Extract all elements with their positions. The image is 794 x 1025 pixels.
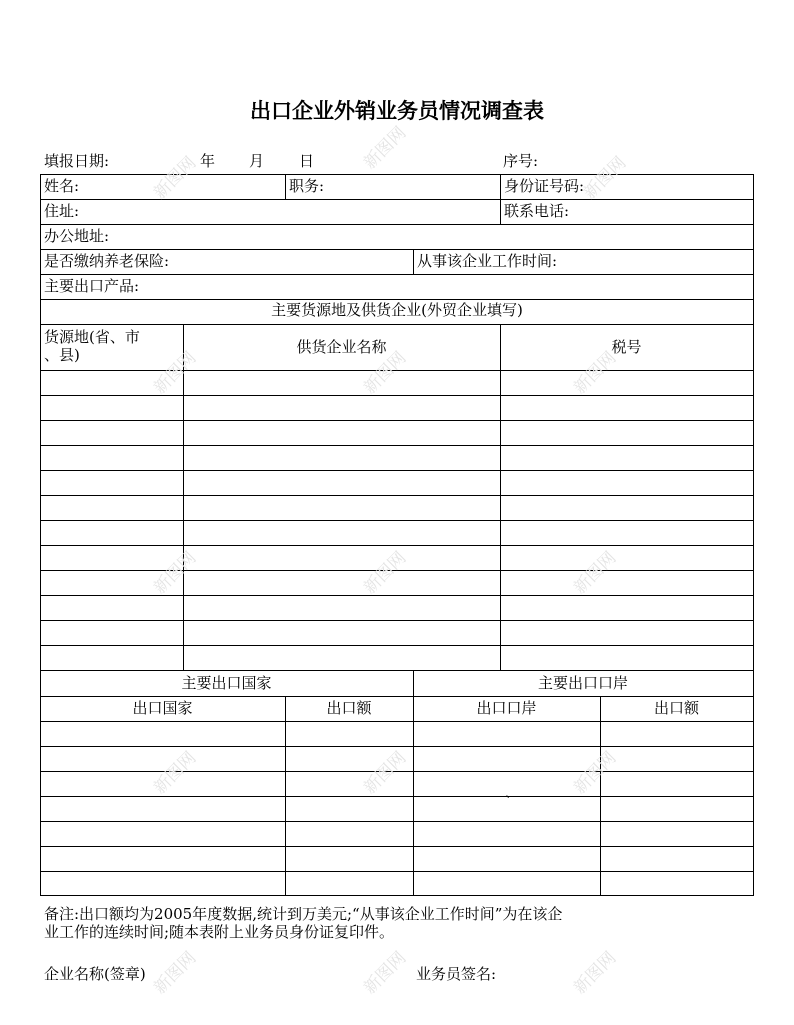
watermark-text: 新图网 (150, 948, 201, 999)
table-border-top (40, 174, 754, 175)
watermark-text: 新图网 (360, 123, 411, 174)
watermark-text: 新图网 (360, 548, 411, 599)
row-divider (40, 871, 754, 872)
watermark-text: 新图网 (580, 153, 631, 204)
salesperson-signature-label: 业务员签名: (416, 965, 497, 983)
office-address-label: 办公地址: (44, 227, 110, 245)
watermark-text: 新图网 (360, 748, 411, 799)
notes-line-1: 备注:出口额均为2005年度数据,统计到万美元;“从事该企业工作时间”为在该企 (44, 905, 563, 923)
row-divider (40, 470, 754, 471)
col-header-port: 出口口岸 (476, 699, 537, 717)
col-header-amount: 出口额 (326, 699, 372, 717)
watermark-text: 新图网 (150, 748, 201, 799)
row-divider (40, 199, 754, 200)
row-divider (40, 796, 754, 797)
row-divider (40, 274, 754, 275)
row-divider (40, 846, 754, 847)
company-seal-label: 企业名称(签章) (44, 965, 146, 983)
row-divider (40, 595, 754, 596)
watermark-text: 新图网 (150, 548, 201, 599)
watermark-text: 新图网 (570, 748, 621, 799)
main-products-label: 主要出口产品: (44, 277, 140, 295)
stray-mark: ` (505, 795, 512, 810)
col-divider (600, 696, 601, 895)
row-divider (40, 395, 754, 396)
row-divider (40, 620, 754, 621)
watermark-text: 新图网 (570, 948, 621, 999)
col-header-country: 出口国家 (132, 699, 193, 717)
table-border-right (753, 174, 754, 895)
notes-line-2: 业工作的连续时间;随本表附上业务员身份证复印件。 (44, 923, 395, 941)
name-label: 姓名: (44, 177, 80, 195)
day-label: 日 (299, 152, 315, 170)
row-divider (40, 670, 754, 671)
col-header-tax: 税号 (611, 338, 642, 356)
row-divider (40, 420, 754, 421)
table-border-bottom (40, 895, 754, 896)
col-header-amount-2: 出口额 (653, 699, 699, 717)
col-divider (500, 324, 501, 670)
col-header-origin: 货源地(省、市 (44, 328, 140, 346)
export-ports-title: 主要出口口岸 (537, 674, 628, 692)
month-label: 月 (249, 152, 265, 170)
watermark-text: 新图网 (570, 548, 621, 599)
table-border-left (40, 174, 41, 895)
watermark-text: 新图网 (570, 348, 621, 399)
row-divider (40, 821, 754, 822)
row-divider (40, 545, 754, 546)
row-divider (40, 299, 754, 300)
col-header-supplier: 供货企业名称 (296, 338, 387, 356)
row-divider (40, 224, 754, 225)
row-divider (40, 249, 754, 250)
watermark-text: 新图网 (150, 153, 201, 204)
row-divider (40, 324, 754, 325)
row-divider (40, 696, 754, 697)
work-time-label: 从事该企业工作时间: (417, 252, 558, 270)
pension-label: 是否缴纳养老保险: (44, 252, 170, 270)
export-countries-title: 主要出口国家 (181, 674, 272, 692)
serial-label: 序号: (503, 152, 539, 170)
phone-label: 联系电话: (504, 202, 570, 220)
watermark-text: 新图网 (360, 948, 411, 999)
address-label: 住址: (44, 202, 80, 220)
col-divider (285, 174, 286, 199)
year-label: 年 (200, 152, 216, 170)
watermark-text: 新图网 (360, 348, 411, 399)
col-divider (285, 696, 286, 895)
watermark-text: 新图网 (150, 348, 201, 399)
row-divider (40, 746, 754, 747)
row-divider (40, 645, 754, 646)
row-divider (40, 495, 754, 496)
col-header-origin-cont: 、县) (44, 346, 80, 364)
position-label: 职务: (289, 177, 325, 195)
row-divider (40, 520, 754, 521)
supply-section-title: 主要货源地及供货企业(外贸企业填写) (271, 301, 523, 319)
row-divider (40, 721, 754, 722)
page-title: 出口企业外销业务员情况调查表 (250, 98, 544, 123)
col-divider (500, 174, 501, 224)
fill-date-label: 填报日期: (44, 152, 110, 170)
id-number-label: 身份证号码: (504, 177, 585, 195)
row-divider (40, 445, 754, 446)
col-divider (413, 249, 414, 274)
